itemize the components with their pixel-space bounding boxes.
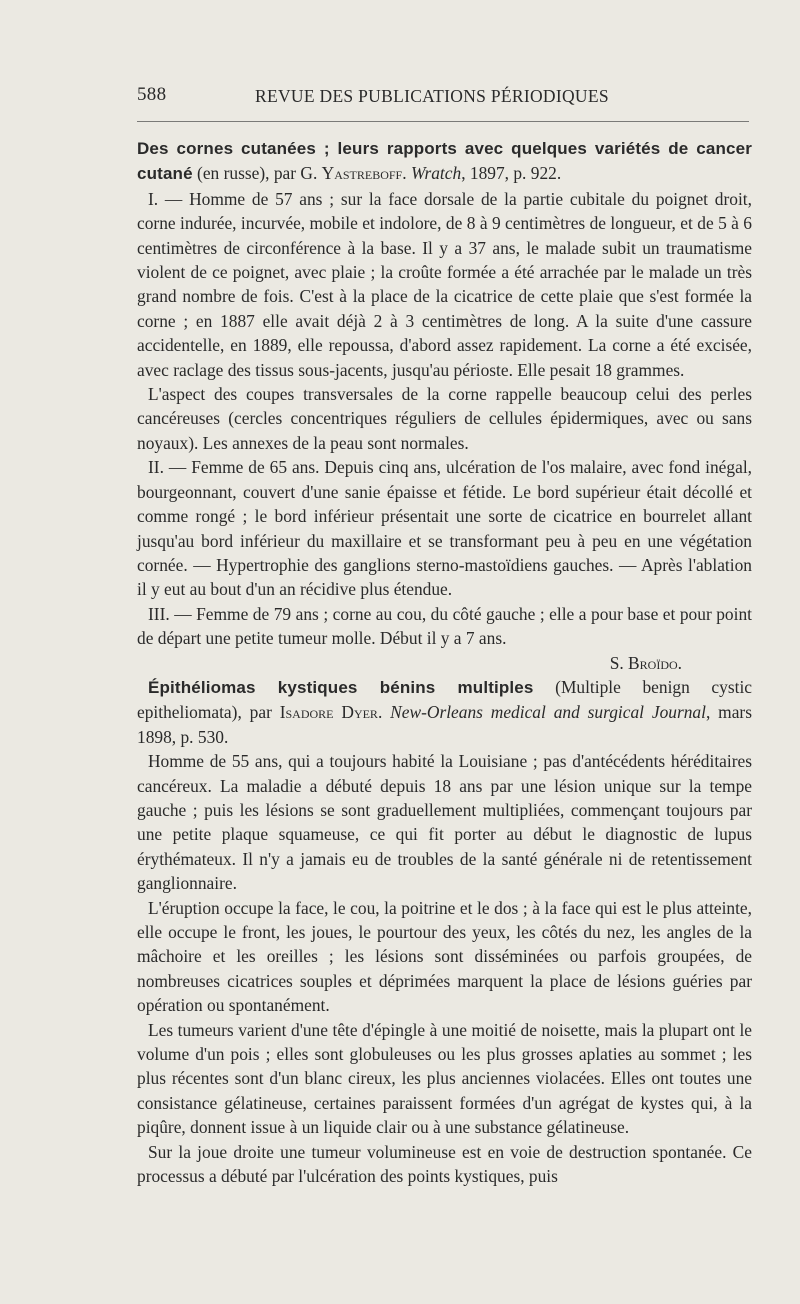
paragraph: L'aspect des coupes transversales de la corne rappelle beaucoup celui des perles cancéreuses (cercles concentriques réguliers de cellules épidermiques, avec ou sans noyaux). Les annexes de la peau sont normales. [137,384,752,453]
article-2-heading [137,675,752,749]
article-1-citation-pre: (en russe), par G. [192,163,322,184]
article-1-journal: Wratch [410,163,462,184]
article-2-author: Isadore Dyer [279,702,378,723]
article-1-citation-mid: . [402,163,411,184]
article-2-title: Épithéliomas kystiques bénins multiples [148,677,534,697]
paragraph: Les tumeurs varient d'une tête d'épingle à une moitié de noisette, mais la plupart ont le volume d'un pois ; elles sont globuleuses ou les plus grosses aplaties au sommet ; les plus récentes sont d'un blanc cireux, les plus anciennes violacées. Elles ont toutes une consistance gélatineuse, certaines paraissent formées d'un agrégat de kystes qui, à la piqûre, donnent issue à un liquide clair ou à une substance gélatineuse. [137,1019,752,1138]
paragraph: L'éruption occupe la face, le cou, la poitrine et le dos ; à la face qui est le plus atteinte, elle occupe le front, les joues, le pourtour des yeux, les côtés du nez, les angles de la mâchoire et les oreilles ; les lésions sont disséminées ou parfois groupées, de nombreuses cicatrices souples et déprimées marquent la place de lésions guéries par opération ou spontanément. [137,897,752,1016]
paragraph: I. — Homme de 57 ans ; sur la face dorsale de la partie cubitale du poignet droit, corne indurée, incurvée, mobile et indolore, de 8 à 9 centimètres de longueur, et de 5 à 6 centimètres de circonférence à la base. Il y a 37 ans, le malade subit un traumatisme violent de ce poignet, avec plaie ; la croûte formée a été arrachée par le malade un très grand nombre de fois. C'est à la place de la cicatrice de cette plaie que s'est formée la corne ; en 1887 elle avait déjà 2 à 3 centimètres de long. A la suite d'une cassure accidentelle, en 1889, elle repoussa, d'abord assez rapidement. La corne a été excisée, avec raclage des tissus sous-jacents, jusqu'au périoste. Elle pesait 18 grammes. [137,188,752,380]
article-2-journal: New-Orleans medical and surgical Journal [390,702,706,723]
paragraph: III. — Femme de 79 ans ; corne au cou, du côté gauche ; elle a pour base et pour point de départ une petite tumeur molle. Début il y a 7 ans. [137,603,752,649]
page-body [137,136,752,1188]
paragraph: Sur la joue droite une tumeur volumineuse est en voie de destruction spontanée. Ce processus a débuté par l'ulcération des points kystiques, puis [137,1141,752,1187]
article-2-citation-pre: (Multiple benign cystic epitheliomata), par [137,676,752,723]
article-1-heading [137,136,752,187]
article-1-author: Yastreboff [321,163,403,184]
article-1-citation-post: , 1897, p. 922. [461,163,562,184]
paragraph: Homme de 55 ans, qui a toujours habité la Louisiane ; pas d'antécédents héréditaires cancéreux. La maladie a débuté depuis 18 ans par une lésion unique sur la tempe gauche ; puis les lésions se sont graduellement multipliées, commençant toujours par une petite plaque squameuse, ce qui fit porter au début le diagnostic de lupus érythémateux. Il n'y a jamais eu de troubles de la santé générale ni de retentissement ganglionnaire. [137,751,752,894]
article-1-signature: S. Broïdo. [609,652,682,673]
article-2-citation-post: , mars 1898, p. 530. [137,702,752,747]
article-1-title: Des cornes cutanées ; leurs rapports avec quelques variétés de cancer cutané [137,139,752,184]
header-rule [137,121,749,122]
running-title: REVUE DES PUBLICATIONS PÉRIODIQUES [255,86,609,106]
paragraph: II. — Femme de 65 ans. Depuis cinq ans, ulcération de l'os malaire, avec fond inégal, bourgeonnant, couvert d'une sanie épaisse et fétide. Le bord supérieur était décollé et comme rongé ; le bord inférieur présentait une sorte de cicatrice en bourrelet allant jusqu'au bord inférieur du maxillaire et se transformant peu à peu en une végétation cornée. — Hypertrophie des ganglions sterno-mastoïdiens gauches. — Après l'ablation il y eut au bout d'un an récidive plus étendue. [137,457,752,600]
article-2-citation-mid: . [377,702,391,723]
page-number: 588 [137,84,167,105]
running-header [137,84,749,110]
